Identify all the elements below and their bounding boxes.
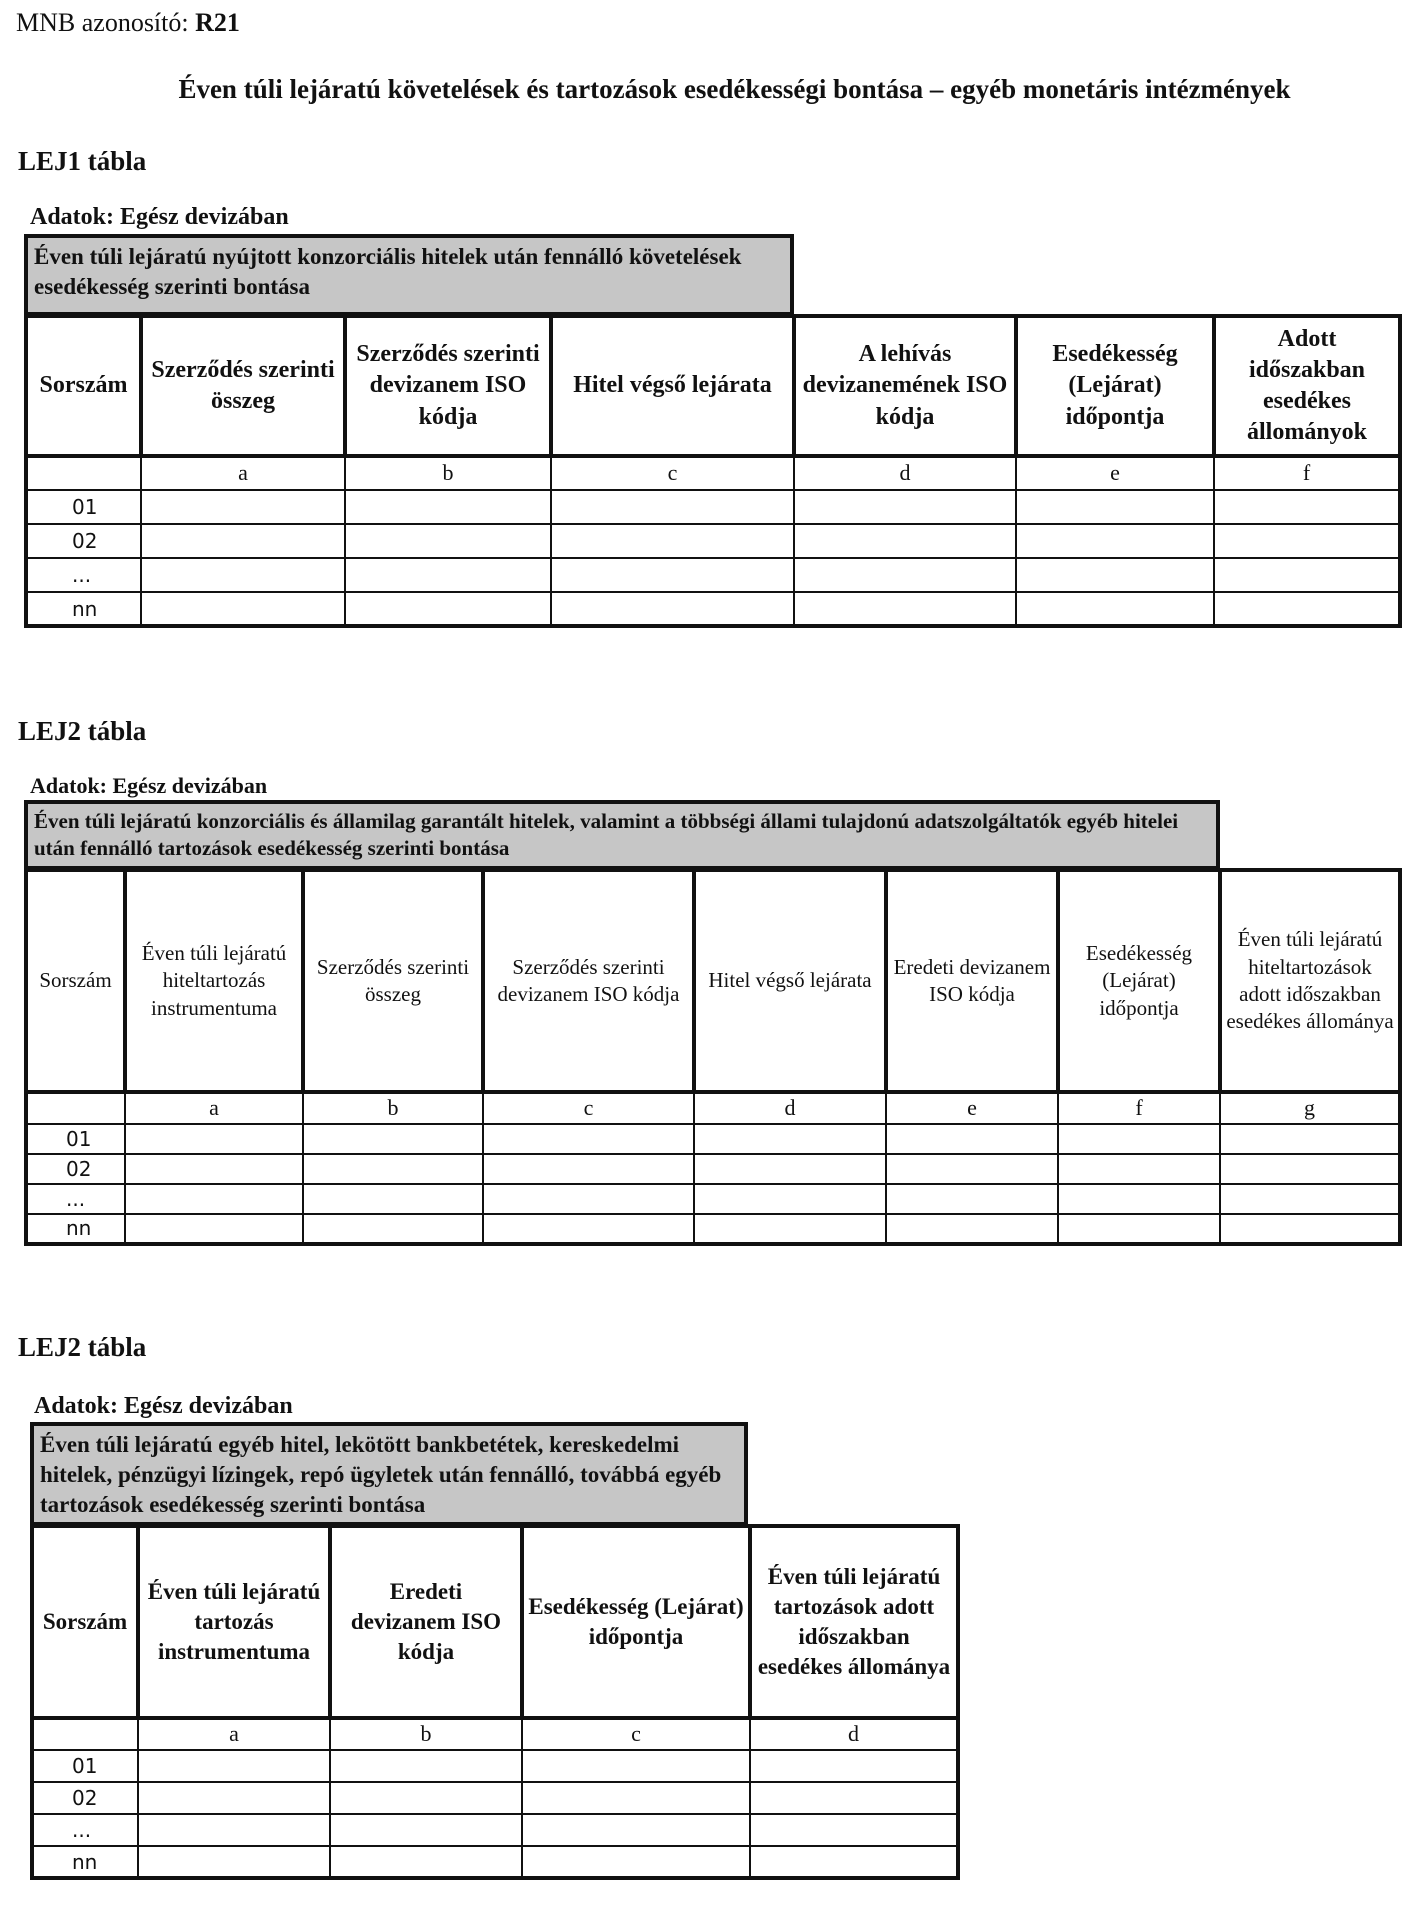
table-1-letter-row	[26, 456, 1400, 490]
data-cell	[138, 1846, 330, 1878]
data-cell	[303, 1124, 483, 1154]
col-letter: b	[303, 1092, 483, 1124]
table-3-unit: Adatok: Egész devizában	[34, 1393, 293, 1419]
data-cell	[345, 592, 551, 626]
data-cell	[794, 490, 1016, 524]
data-cell	[794, 592, 1016, 626]
table-row	[32, 1750, 958, 1782]
data-cell	[141, 558, 345, 592]
data-cell	[522, 1782, 750, 1814]
data-cell	[483, 1184, 694, 1214]
mnb-code: R21	[195, 8, 240, 37]
col-header: A lehívás devizanemének ISO kódja	[794, 316, 1016, 456]
data-cell	[138, 1782, 330, 1814]
col-header: Szerződés szerinti összeg	[303, 870, 483, 1092]
col-letter: a	[141, 456, 345, 490]
row-number: ...	[32, 1814, 138, 1846]
table-2-caption: Éven túli lejáratú konzorciális és államilag garantált hitelek, valamint a többségi állami tulajdonú adatszolgáltatók egyéb hitelei után fennálló tartozások esedékesség szerinti bontása	[24, 800, 1220, 870]
col-header: Hitel végső lejárata	[551, 316, 794, 456]
col-header: Szerződés szerinti devizanem ISO kódja	[483, 870, 694, 1092]
col-header: Adott időszakban esedékes állományok	[1214, 316, 1400, 456]
data-cell	[694, 1214, 886, 1244]
table-2-header-row	[26, 870, 1400, 1092]
data-cell	[141, 524, 345, 558]
table-1-header-row	[26, 316, 1400, 456]
table-3-letter-row	[32, 1718, 958, 1750]
col-letter: f	[1058, 1092, 1220, 1124]
data-cell	[794, 524, 1016, 558]
col-letter: e	[1016, 456, 1214, 490]
row-number: ...	[26, 1184, 125, 1214]
data-cell	[483, 1214, 694, 1244]
data-cell	[522, 1846, 750, 1878]
data-cell	[1220, 1124, 1400, 1154]
row-number: 02	[26, 524, 141, 558]
col-letter: c	[483, 1092, 694, 1124]
table-row	[32, 1814, 958, 1846]
row-number: 01	[26, 1124, 125, 1154]
document-title: Éven túli lejáratú követelések és tartozások esedékességi bontása – egyéb monetáris intézmények	[178, 74, 1291, 104]
col-letter: d	[694, 1092, 886, 1124]
col-header: Szerződés szerinti összeg	[141, 316, 345, 456]
data-cell	[330, 1814, 522, 1846]
table-row	[26, 1154, 1400, 1184]
data-cell	[330, 1846, 522, 1878]
data-cell	[138, 1814, 330, 1846]
data-cell	[1016, 558, 1214, 592]
table-1-grid	[24, 314, 1402, 628]
table-3-grid	[30, 1524, 960, 1880]
data-cell	[1214, 558, 1400, 592]
table-3-header-row	[32, 1526, 958, 1718]
data-cell	[551, 558, 794, 592]
table-2-letter-row	[26, 1092, 1400, 1124]
row-number: ...	[26, 558, 141, 592]
table-3-title: LEJ2 tábla	[18, 1332, 147, 1362]
col-letter: a	[138, 1718, 330, 1750]
col-letter: e	[886, 1092, 1058, 1124]
col-header: Éven túli lejáratú tartozások adott időszakban esedékes állománya	[750, 1526, 958, 1718]
data-cell	[141, 592, 345, 626]
col-letter: b	[345, 456, 551, 490]
data-cell	[1058, 1154, 1220, 1184]
col-letter	[26, 1092, 125, 1124]
data-cell	[750, 1750, 958, 1782]
data-cell	[330, 1782, 522, 1814]
row-number: nn	[26, 592, 141, 626]
data-cell	[1214, 490, 1400, 524]
col-letter	[32, 1718, 138, 1750]
data-cell	[345, 490, 551, 524]
col-letter: f	[1214, 456, 1400, 490]
data-cell	[1214, 524, 1400, 558]
data-cell	[141, 490, 345, 524]
col-header: Sorszám	[26, 870, 125, 1092]
table-1-unit: Adatok: Egész devizában	[30, 204, 289, 230]
data-cell	[794, 558, 1016, 592]
col-letter: d	[794, 456, 1016, 490]
col-header: Esedékesség (Lejárat) időpontja	[1016, 316, 1214, 456]
mnb-identifier	[16, 8, 240, 38]
data-cell	[483, 1124, 694, 1154]
col-letter: g	[1220, 1092, 1400, 1124]
data-cell	[303, 1214, 483, 1244]
table-2-title: LEJ2 tábla	[18, 716, 147, 746]
row-number: 01	[32, 1750, 138, 1782]
data-cell	[551, 592, 794, 626]
col-letter: c	[551, 456, 794, 490]
data-cell	[886, 1124, 1058, 1154]
data-cell	[1214, 592, 1400, 626]
row-number: nn	[26, 1214, 125, 1244]
row-number: nn	[32, 1846, 138, 1878]
table-row	[26, 1214, 1400, 1244]
data-cell	[125, 1154, 303, 1184]
data-cell	[125, 1124, 303, 1154]
col-header: Sorszám	[26, 316, 141, 456]
data-cell	[138, 1750, 330, 1782]
col-letter: d	[750, 1718, 958, 1750]
table-row	[26, 558, 1400, 592]
data-cell	[694, 1124, 886, 1154]
data-cell	[483, 1154, 694, 1184]
col-header: Sorszám	[32, 1526, 138, 1718]
data-cell	[886, 1154, 1058, 1184]
data-cell	[1058, 1184, 1220, 1214]
col-header: Eredeti devizanem ISO kódja	[330, 1526, 522, 1718]
row-number: 02	[32, 1782, 138, 1814]
col-header: Hitel végső lejárata	[694, 870, 886, 1092]
table-3-caption: Éven túli lejáratú egyéb hitel, lekötött bankbetétek, kereskedelmi hitelek, pénzügyi lízingek, repó ügyletek után fennálló, továbbá egyéb tartozások esedékesség szerinti bontása	[30, 1422, 748, 1526]
col-header: Szerződés szerinti devizanem ISO kódja	[345, 316, 551, 456]
data-cell	[694, 1184, 886, 1214]
data-cell	[303, 1184, 483, 1214]
data-cell	[1016, 592, 1214, 626]
data-cell	[345, 524, 551, 558]
col-header: Éven túli lejáratú hiteltartozások adott időszakban esedékes állománya	[1220, 870, 1400, 1092]
data-cell	[1016, 490, 1214, 524]
data-cell	[694, 1154, 886, 1184]
table-row	[26, 1124, 1400, 1154]
data-cell	[1220, 1184, 1400, 1214]
data-cell	[750, 1782, 958, 1814]
data-cell	[1058, 1214, 1220, 1244]
table-2-unit: Adatok: Egész devizában	[30, 773, 268, 798]
data-cell	[1220, 1214, 1400, 1244]
table-1-title: LEJ1 tábla	[18, 146, 147, 176]
table-row	[26, 592, 1400, 626]
row-number: 01	[26, 490, 141, 524]
table-row	[32, 1846, 958, 1878]
data-cell	[125, 1214, 303, 1244]
table-2-grid	[24, 868, 1402, 1246]
data-cell	[1016, 524, 1214, 558]
col-letter	[26, 456, 141, 490]
col-header: Éven túli lejáratú hiteltartozás instrumentuma	[125, 870, 303, 1092]
col-header: Esedékesség (Lejárat) időpontja	[1058, 870, 1220, 1092]
data-cell	[1220, 1154, 1400, 1184]
data-cell	[1058, 1124, 1220, 1154]
row-number: 02	[26, 1154, 125, 1184]
data-cell	[125, 1184, 303, 1214]
data-cell	[522, 1750, 750, 1782]
table-row	[26, 490, 1400, 524]
data-cell	[330, 1750, 522, 1782]
mnb-label: MNB azonosító:	[16, 8, 189, 37]
col-letter: c	[522, 1718, 750, 1750]
data-cell	[551, 524, 794, 558]
table-row	[32, 1782, 958, 1814]
table-row	[26, 1184, 1400, 1214]
col-header: Esedékesség (Lejárat) időpontja	[522, 1526, 750, 1718]
table-row	[26, 524, 1400, 558]
data-cell	[522, 1814, 750, 1846]
data-cell	[345, 558, 551, 592]
col-header: Eredeti devizanem ISO kódja	[886, 870, 1058, 1092]
data-cell	[551, 490, 794, 524]
data-cell	[750, 1814, 958, 1846]
data-cell	[886, 1214, 1058, 1244]
data-cell	[886, 1184, 1058, 1214]
data-cell	[750, 1846, 958, 1878]
data-cell	[303, 1154, 483, 1184]
table-1-caption: Éven túli lejáratú nyújtott konzorciális hitelek után fennálló követelések esedékesség szerinti bontása	[24, 234, 794, 316]
col-header: Éven túli lejáratú tartozás instrumentuma	[138, 1526, 330, 1718]
col-letter: a	[125, 1092, 303, 1124]
col-letter: b	[330, 1718, 522, 1750]
